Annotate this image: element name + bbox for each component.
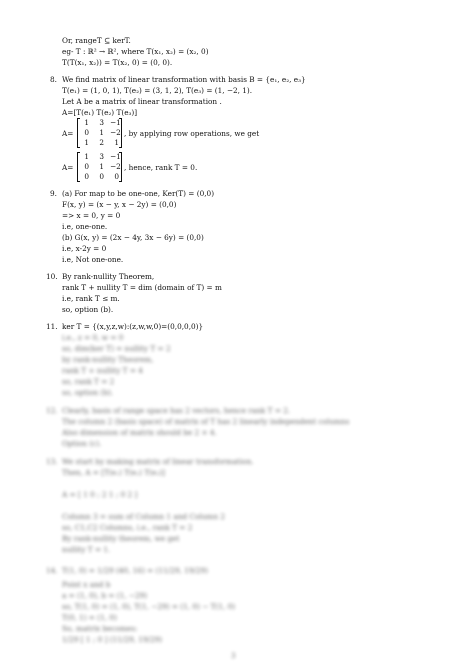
matrix-cell: 1 [114,138,119,147]
blurred-line: The column 2 (basis space) of matrix of T has 2 linearly independent columns [62,417,350,426]
matrix-cell: −2 [110,162,121,171]
matrix-cell: 1 [84,138,89,147]
blurred-line: by rank-nullity Theorem, [62,355,154,364]
matrix-cell: 1 [84,118,89,127]
blurred-line: Column 3 = sum of Column 1 and Column 2 [62,512,225,521]
blurred-line: rank T + nullity T = 4 [62,366,143,375]
text-line: i.e, x-2y = 0 [62,244,107,253]
blurred-line: so, C1,C2 Columns, i.e., rank T = 2 [62,523,193,532]
matrix-cell: −2 [110,128,121,137]
blurred-line: T(1, 0) = 1/29 (40, 16) = (11/29, 19/29) [62,566,208,575]
matrix-cell: 3 [99,152,104,161]
blurred-line: So, matrix becomes: [62,624,138,633]
text-line: F(x, y) = (x − y, x − 2y) = (0,0) [62,200,177,209]
matrix-cell: 0 [84,172,89,181]
text-line: T(T(x₁, x₂)) = T(x₂, 0) = (0, 0). [62,58,173,67]
matrix-cell: −1 [110,152,121,161]
blurred-line: so, option (b). [62,388,114,397]
matrix-cell: −1 [110,118,121,127]
page-number: 3 [231,652,236,660]
matrix-label: A= [62,163,74,172]
question-number: 8. [50,75,57,84]
text-line: (a) For map to be one-one, Ker(T) = (0,0) [62,189,215,198]
text-line: Let A be a matrix of linear transformation . [62,97,222,106]
blurred-line: i.e., z = 0, w = 0 [62,333,124,342]
text-line: We find matrix of linear transformation with basis B = {e₁, e₂, e₃} [62,75,306,84]
blurred-line: Also dimension of matrix should be 2 × 4. [62,428,217,437]
text-line: ker T = {(x,y,z,w):(z,w,w,0)=(0,0,0,0)} [62,322,204,331]
text-line: so, option (b). [62,305,114,314]
matrix-cell: 0 [99,172,104,181]
text-line: A=[T(e₁) T(e₂) T(e₃)] [62,108,138,117]
blurred-line: By rank-nullity theorem, we get [62,534,180,543]
text-line: , hence, rank T = 0. [124,163,198,172]
question-number: 10. [46,272,58,281]
question-number: 12. [46,406,58,415]
matrix-cell: 3 [99,118,104,127]
matrix-after [77,152,122,182]
blurred-line: Clearly, basis of range space has 2 vectors, hence rank T = 2. [62,406,291,415]
question-number: 11. [46,322,58,331]
text-line: , by applying row operations, we get [124,129,260,138]
question-number: 14. [46,566,58,575]
blurred-line: nullity T = 1. [62,545,111,554]
text-line: i.e, one-one. [62,222,108,231]
matrix-before [77,118,122,148]
text-line: rank T + nullity T = dim (domain of T) = m [62,283,222,292]
blurred-line: We start by making matrix of linear transformation. [62,457,254,466]
blurred-line: Then, A = [T(e₁) T(e₂) T(e₃)] [62,468,165,477]
matrix-label: A= [62,129,74,138]
matrix-cell: 1 [84,152,89,161]
matrix-cell: 0 [84,162,89,171]
text-line: (b) G(x, y) = (2x − 4y, 3x − 6y) = (0,0) [62,233,204,242]
question-number: 13. [46,457,58,466]
blurred-line: a = (1, 0), b = (1, −29) [62,591,148,600]
matrix-cell: 1 [99,128,104,137]
text-line: By rank-nullity Theorem, [62,272,155,281]
blurred-line: A = [ 1 0 ; 2 1 ; 0 2 ] [62,490,138,499]
blurred-line: Option (c). [62,439,102,448]
blurred-line: so, T(1, 0) = (1, 0), T(1, −29) = (1, 0) − T(1, 0) [62,602,236,611]
text-line: i.e, rank T ≤ m. [62,294,120,303]
blurred-line: Point x and b [62,580,111,589]
matrix-cell: 1 [99,162,104,171]
blurred-line: so, rank T = 2 [62,377,115,386]
question-number: 9. [50,189,57,198]
text-line: => x = 0, y = 0 [62,211,121,220]
text-line: i.e, Not one-one. [62,255,124,264]
blurred-line: T(0, 1) = (1, 0) [62,613,117,622]
text-line: T(e₁) = (1, 0, 1), T(e₂) = (3, 1, 2), T(e₃) = (1, −2, 1). [62,86,253,95]
text-line: eg- T : ℝ² → ℝ², where T(x₁, x₂) = (x₂, 0) [62,47,209,56]
matrix-cell: 2 [99,138,104,147]
text-line: Or, rangeT ⊆ kerT. [62,36,131,45]
matrix-cell: 0 [84,128,89,137]
matrix-cell: 0 [114,172,119,181]
blurred-line: 1/29 [ 1 ; 0 ] (11/29, 19/29) [62,635,163,644]
blurred-line: so, dim(ker T) = nullity T = 2 [62,344,171,353]
